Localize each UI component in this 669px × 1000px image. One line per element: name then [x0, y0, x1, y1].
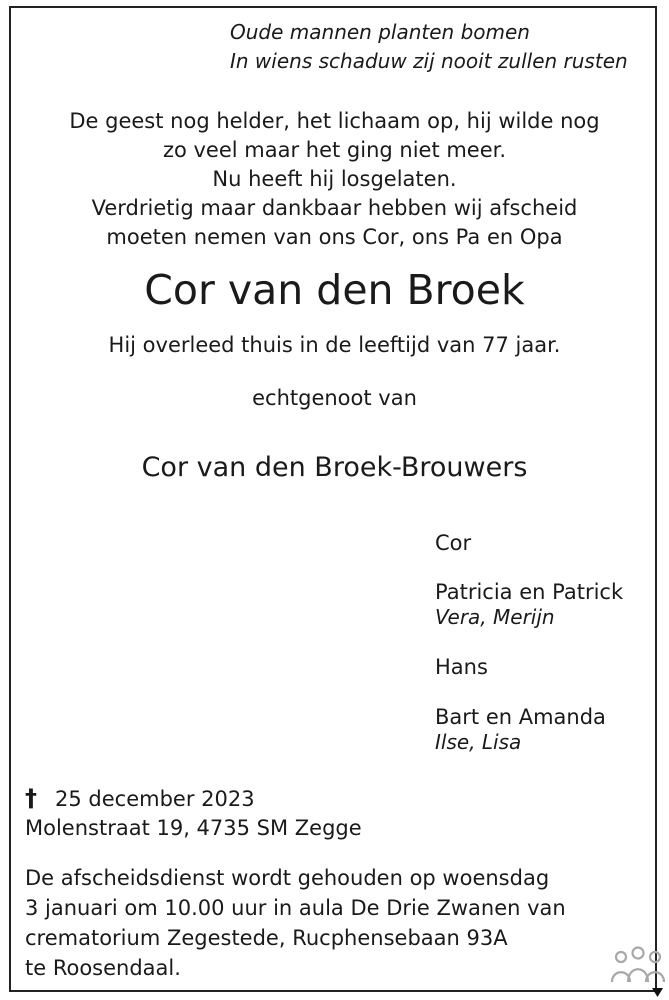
death-date: 25 december 2023 [55, 787, 255, 811]
family-member-name: Hans [435, 655, 488, 679]
intro-line: zo veel maar het ging niet meer. [162, 138, 507, 162]
spouse-name: Cor van den Broek-Brouwers [141, 452, 528, 483]
family-children: Vera, Merijn [435, 605, 555, 629]
poem-line-2: In wiens schaduw zij nooit zullen rusten [230, 49, 628, 73]
intro-line: moeten nemen van ons Cor, ons Pa en Opa [106, 225, 563, 249]
family-group-icon [609, 942, 667, 998]
spouse-intro: echtgenoot van [252, 386, 417, 410]
cross-icon: † [25, 784, 37, 812]
death-date-line [25, 783, 255, 814]
intro-line: Verdrietig maar dankbaar hebben wij afscheid [91, 196, 578, 220]
family-member-name: Patricia en Patrick [435, 580, 624, 604]
scroll-down-icon [652, 988, 663, 997]
address: Molenstraat 19, 4735 SM Zegge [25, 816, 362, 840]
deceased-name: Cor van den Broek [144, 266, 525, 314]
family-member-name: Bart en Amanda [435, 705, 606, 729]
age-text: Hij overleed thuis in de leeftijd van 77 jaar. [108, 333, 561, 357]
poem-line-1: Oude mannen planten bomen [230, 20, 530, 44]
intro-line: Nu heeft hij losgelaten. [212, 167, 457, 191]
poem [230, 18, 628, 76]
service-line: crematorium Zegestede, Rucphensebaan 93A [25, 926, 508, 950]
service-line: De afscheidsdienst wordt gehouden op woensdag [25, 866, 550, 890]
service-line: te Roosendaal. [25, 956, 181, 980]
family-children: Ilse, Lisa [435, 730, 522, 754]
intro-text [0, 107, 669, 252]
family-member-name: Cor [435, 531, 472, 555]
intro-line: De geest nog helder, het lichaam op, hij wilde nog [69, 109, 600, 133]
service-details [25, 863, 566, 983]
service-line: 3 januari om 10.00 uur in aula De Drie Zwanen van [25, 896, 566, 920]
